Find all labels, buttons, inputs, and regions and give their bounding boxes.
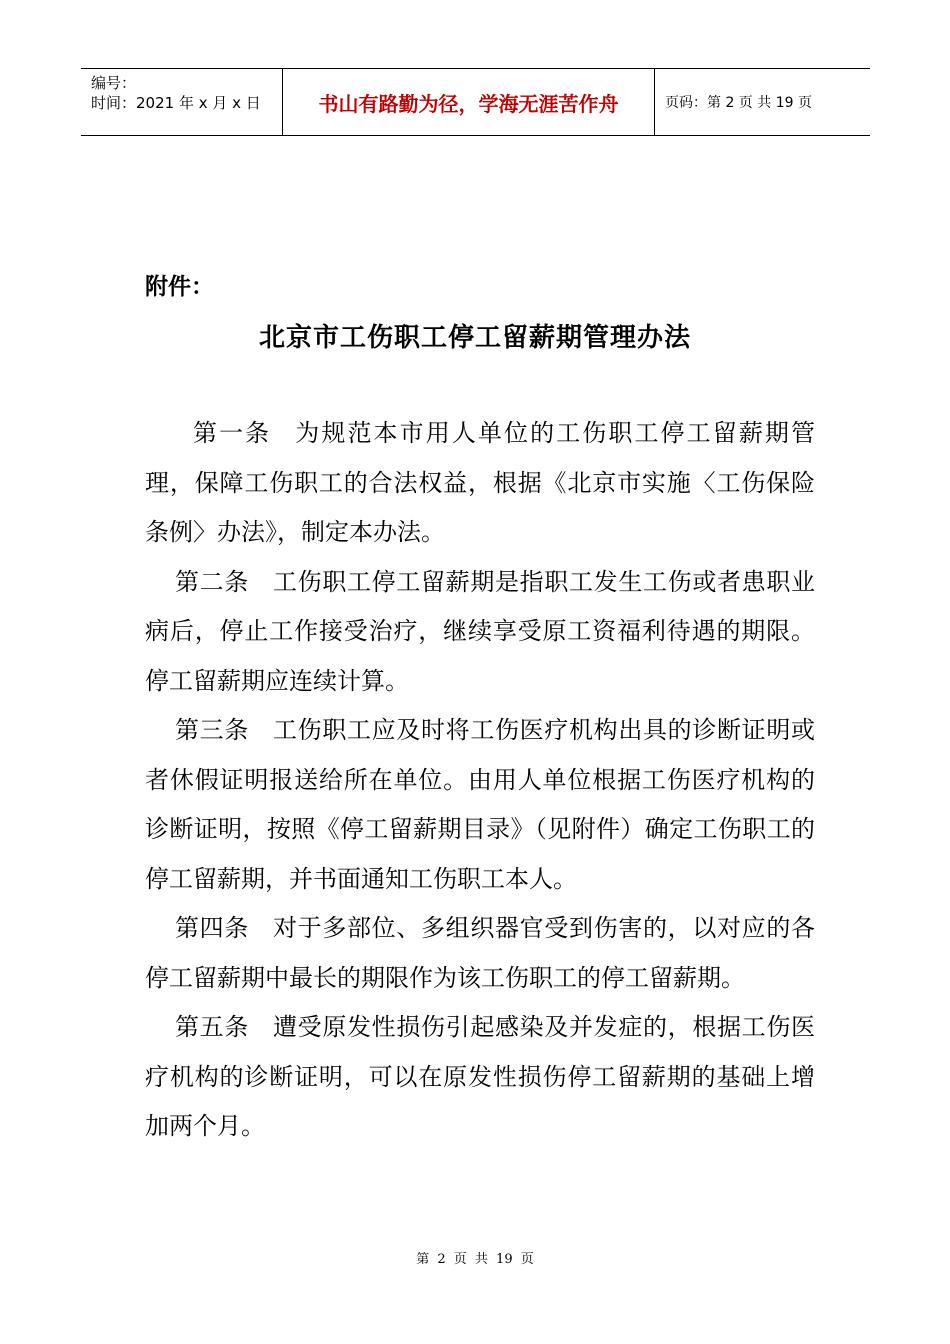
article-text: 对于多部位、多组织器官受到伤害的，以对应的各停工留薪期中最长的期限作为该工伤职工的停工留薪期。	[145, 914, 815, 992]
article-text: 工伤职工应及时将工伤医疗机构出具的诊断证明或者休假证明报送给所在单位。由用人单位根据工伤医疗机构的诊断证明，按照《停工留薪期目录》（见附件）确定工伤职工的停工留薪期，并书面通知工伤职工本人。	[145, 716, 815, 893]
article-1	[145, 409, 815, 558]
header-table	[81, 68, 870, 136]
page-footer: 第 2 页 共 19 页	[416, 1252, 534, 1267]
article-text: 工伤职工停工留薪期是指职工发生工伤或者患职业病后，停止工作接受治疗，继续享受原工资福利待遇的期限。停工留薪期应连续计算。	[145, 567, 815, 695]
article-text: 为规范本市用人单位的工伤职工停工留薪期管理，保障工伤职工的合法权益，根据《北京市实施〈工伤保险条例〉办法》，制定本办法。	[145, 419, 816, 546]
article-text: 遭受原发性损伤引起感染及并发症的，根据工伤医疗机构的诊断证明，可以在原发性损伤停工留薪期的基础上增加两个月。	[145, 1013, 815, 1140]
motto-text: 书山有路勤为径，学海无涯苦作舟	[318, 91, 619, 116]
header-meta-cell	[81, 69, 282, 135]
article-4	[145, 904, 815, 1003]
page-info: 页码：第 2 页 共 19 页	[665, 95, 812, 111]
header-page-cell	[655, 69, 870, 135]
article-label: 第四条	[175, 914, 249, 942]
article-2	[145, 558, 815, 707]
article-label: 第三条	[175, 716, 249, 744]
article-label: 第二条	[175, 567, 249, 596]
article-label: 第五条	[175, 1013, 249, 1041]
article-3	[145, 706, 815, 904]
attachment-label: 附件：	[145, 274, 214, 300]
header-motto-cell	[282, 69, 655, 135]
article-label: 第一条	[193, 419, 272, 447]
article-5	[145, 1003, 815, 1152]
time-label: 时间：2021 年 x 月 x 日	[91, 94, 261, 112]
document-body	[145, 409, 815, 1152]
document-title: 北京市工伤职工停工留薪期管理办法	[258, 323, 691, 353]
number-label: 编号：	[91, 74, 137, 92]
